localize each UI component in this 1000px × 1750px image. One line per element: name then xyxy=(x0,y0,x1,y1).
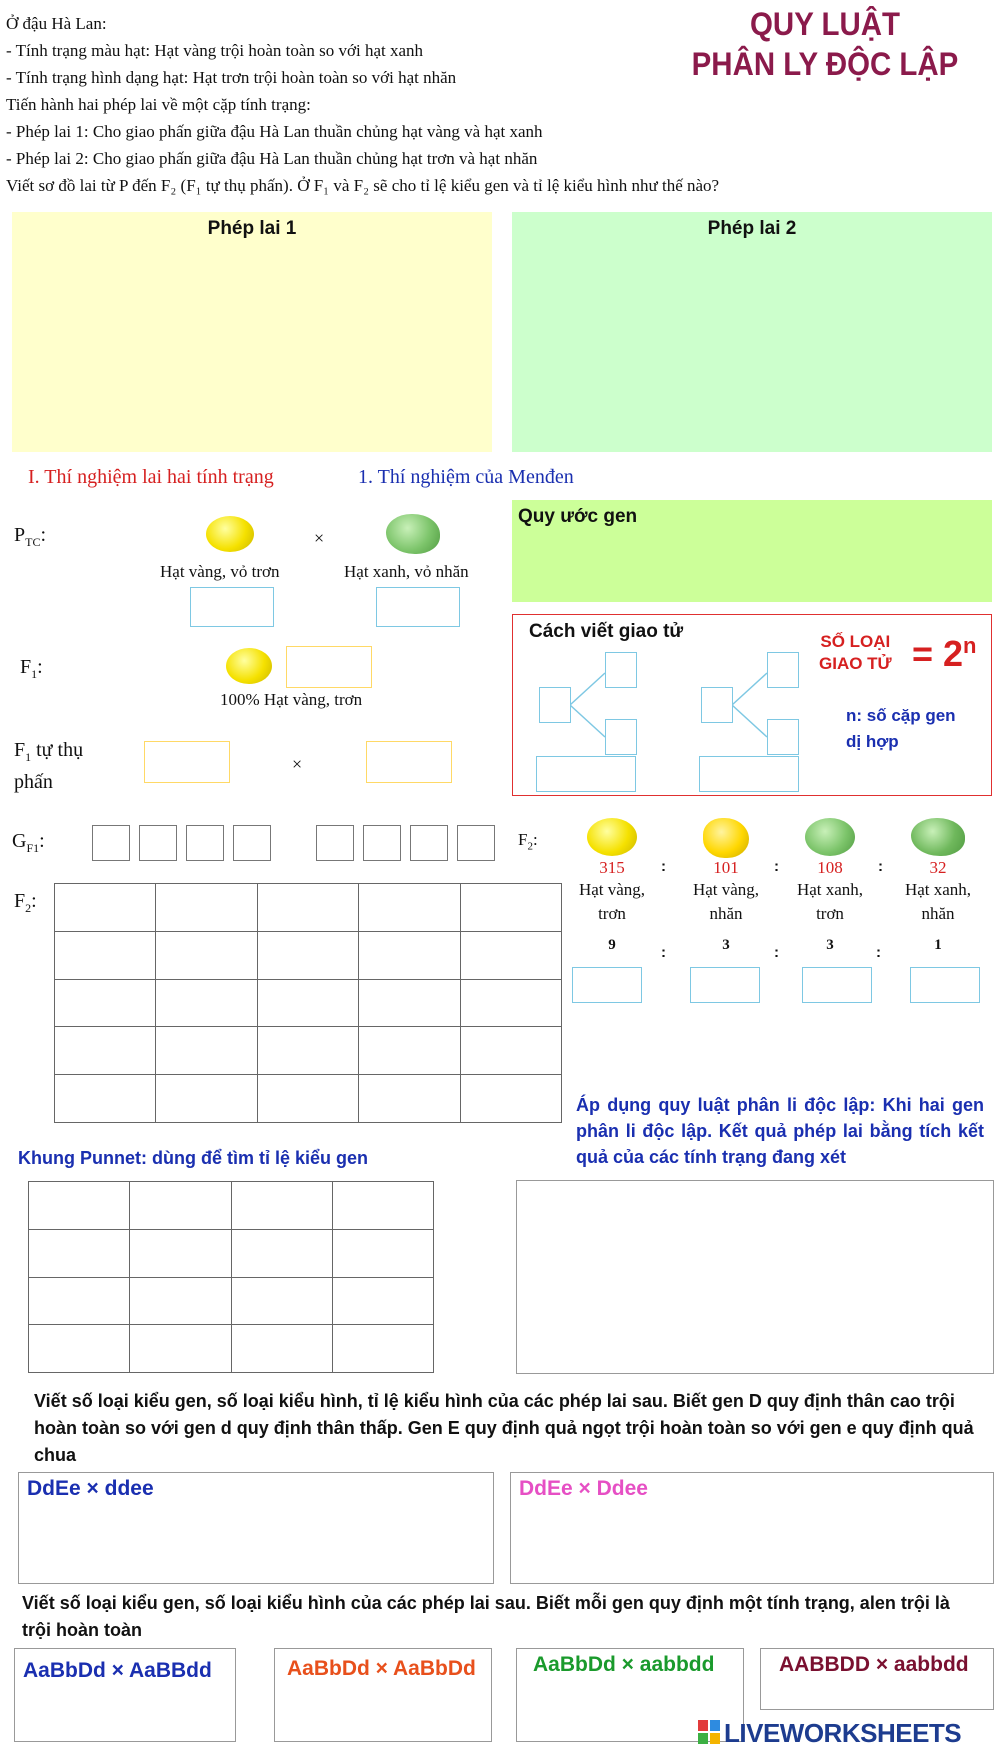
parent-2-genotype-input[interactable] xyxy=(376,587,460,627)
exercise-2-cross-a-box[interactable] xyxy=(14,1648,236,1742)
exercise-2-cross-d: AABBDD × aabbdd xyxy=(779,1653,969,1676)
logo-icon xyxy=(698,1720,720,1744)
gamete-formula-text: = 2 xyxy=(912,633,964,674)
ptc-label: $P_{TC}$: xyxy=(14,524,47,549)
phenotype-column xyxy=(780,818,880,954)
f1-parent-2-input[interactable] xyxy=(366,741,452,783)
f2-results-label-sub: 2 xyxy=(527,840,533,853)
gf1-label-sub: F1 xyxy=(26,841,40,855)
punnett-grid[interactable] xyxy=(28,1181,434,1373)
exercise-2-cross-a: AaBbDd × AaBBdd xyxy=(23,1659,212,1682)
ptc-label-text: P xyxy=(14,524,26,546)
f1-parent-1-input[interactable] xyxy=(144,741,230,783)
phenotype-column xyxy=(676,818,776,954)
table-row xyxy=(55,931,562,979)
grid-cell[interactable] xyxy=(156,979,257,1027)
table-row xyxy=(29,1229,434,1277)
phenotype-name: Hạt xanh, xyxy=(796,880,864,899)
cross-1-label: Phép lai 1 xyxy=(207,218,297,239)
phenotype-name: Hạt vàng, xyxy=(692,880,760,899)
gamete-note-line-1: n: số cặp gen xyxy=(846,706,956,725)
table-row xyxy=(55,1027,562,1075)
phenotype-genotype-input[interactable] xyxy=(690,967,760,1003)
f2-label-text: F xyxy=(14,890,26,912)
grid-cell[interactable] xyxy=(332,1182,433,1230)
grid-cell[interactable] xyxy=(130,1229,231,1277)
phenotype-column xyxy=(888,818,988,954)
liveworksheets-logo xyxy=(698,1718,998,1748)
grid-cell[interactable] xyxy=(460,931,561,979)
grid-cell[interactable] xyxy=(231,1229,332,1277)
grid-cell[interactable] xyxy=(130,1277,231,1325)
cross-2-panel[interactable] xyxy=(512,212,992,452)
f2-punnett-grid[interactable] xyxy=(54,883,562,1123)
phenotype-ratio: 9 xyxy=(608,937,616,953)
grid-cell[interactable] xyxy=(130,1182,231,1230)
gamete-input[interactable] xyxy=(233,825,271,861)
exercise-2-cross-b: AaBbDd × AaBbDd xyxy=(287,1657,476,1680)
phenotype-genotype-input[interactable] xyxy=(802,967,872,1003)
parent-1-genotype-input[interactable] xyxy=(190,587,274,627)
grid-cell[interactable] xyxy=(257,1075,358,1123)
phenotype-ratio: 3 xyxy=(826,937,834,953)
gamete-note-line-2: dị hợp xyxy=(846,732,899,751)
intro-line: - Phép lai 2: Cho giao phấn giữa đậu Hà Lan thuần chủng hạt trơn và hạt nhăn xyxy=(6,149,538,168)
phenotype-column xyxy=(562,818,662,954)
gf1-label: $G_{F1}$: xyxy=(12,830,45,855)
apply-rule-answer-box[interactable] xyxy=(516,1180,994,1374)
phenotype-ratio: 1 xyxy=(934,937,942,953)
punnett-label: Khung Punnet: dùng để tìm tỉ lệ kiểu gen xyxy=(18,1148,368,1168)
title-line-2: PHÂN LY ĐỘC LẬP xyxy=(691,46,959,82)
gamete-input[interactable] xyxy=(92,825,130,861)
grid-cell[interactable] xyxy=(231,1182,332,1230)
gamete-branch-input[interactable] xyxy=(767,719,799,755)
parent-2-label: Hạt xanh, vỏ nhăn xyxy=(344,562,469,581)
exercise-1-cross-a: DdEe × ddee xyxy=(27,1477,154,1500)
section-heading: I. Thí nghiệm lai hai tính trạng xyxy=(28,466,274,488)
f1-result-label: 100% Hạt vàng, trơn xyxy=(220,690,363,709)
title-line-1: QUY LUẬT xyxy=(750,6,900,42)
ratio-separator: : xyxy=(661,858,666,875)
phenotype-name: Hạt vàng, xyxy=(578,880,646,899)
green-wrinkled-seed-icon xyxy=(911,818,965,856)
grid-cell[interactable] xyxy=(332,1325,433,1373)
intro-line: - Phép lai 1: Cho giao phấn giữa đậu Hà Lan thuần chủng hạt vàng và hạt xanh xyxy=(6,122,543,141)
intro-line: Viết sơ đồ lai từ P đến F₂ (F₁ tự thụ phấn). Ở F₁ và F₂ sẽ cho tỉ lệ kiểu gen và tỉ lệ kiểu hình như thế nào? xyxy=(6,176,720,195)
parent-1-label: Hạt vàng, vỏ trơn xyxy=(160,562,280,581)
f1-self-text: F xyxy=(14,739,26,761)
phenotype-name: Hạt xanh, xyxy=(904,880,972,899)
gamete-count-line-1: SỐ LOẠI xyxy=(820,632,891,651)
grid-cell[interactable] xyxy=(55,1027,156,1075)
gamete-input[interactable] xyxy=(139,825,177,861)
grid-cell[interactable] xyxy=(332,1277,433,1325)
f2-results-label: $F_2$: xyxy=(518,830,538,853)
phenotype-name: trơn xyxy=(598,904,626,923)
grid-cell[interactable] xyxy=(29,1229,130,1277)
yellow-wrinkled-seed-icon xyxy=(703,818,749,858)
grid-cell[interactable] xyxy=(359,1027,460,1075)
grid-cell[interactable] xyxy=(29,1325,130,1373)
f1-label-text: F xyxy=(20,656,32,678)
phenotype-count: 108 xyxy=(817,858,843,877)
gamete-parent-input[interactable] xyxy=(539,687,571,723)
gamete-result-input[interactable] xyxy=(536,756,636,792)
cross-symbol: × xyxy=(314,528,325,548)
ratio-separator: : xyxy=(774,944,779,961)
table-row xyxy=(55,979,562,1027)
grid-cell[interactable] xyxy=(257,884,358,932)
intro-line: Ở đậu Hà Lan: xyxy=(6,14,107,33)
ratio-separator: : xyxy=(876,944,881,961)
green-smooth-seed-icon xyxy=(805,818,855,856)
table-row xyxy=(55,1075,562,1123)
grid-cell[interactable] xyxy=(460,1027,561,1075)
phenotype-count: 315 xyxy=(599,858,625,877)
intro-line: - Tính trạng hình dạng hạt: Hạt trơn trội hoàn toàn so với hạt nhăn xyxy=(6,68,457,87)
intro-line: - Tính trạng màu hạt: Hạt vàng trội hoàn toàn so với hạt xanh xyxy=(6,41,424,60)
phenotype-name: nhăn xyxy=(709,904,743,923)
grid-cell[interactable] xyxy=(332,1229,433,1277)
exercise-1-cross-a-box[interactable] xyxy=(18,1472,494,1584)
table-row xyxy=(29,1182,434,1230)
table-row xyxy=(55,884,562,932)
gamete-result-input[interactable] xyxy=(699,756,799,792)
phenotype-genotype-input[interactable] xyxy=(910,967,980,1003)
apply-rule-text: Áp dụng quy luật phân li độc lập: Khi hai gen phân li độc lập. Kết quả phép lai bằng tích kết quả của các tính trạng đang xét xyxy=(576,1095,984,1167)
gamete-label: Cách viết giao tử xyxy=(529,621,684,642)
gamete-count-line-2: GIAO TỬ xyxy=(819,654,892,673)
grid-cell[interactable] xyxy=(55,931,156,979)
yellow-smooth-seed-icon xyxy=(587,818,637,856)
exercise-2-prompt: Viết số loại kiểu gen, số loại kiểu hình của các phép lai sau. Biết mỗi gen quy định một tính trạng, alen trội là trội hoàn toàn xyxy=(22,1593,950,1640)
exercise-2-cross-d-box[interactable] xyxy=(760,1648,994,1710)
f2-label: $F_2$: xyxy=(14,890,37,915)
grid-cell[interactable] xyxy=(156,1075,257,1123)
gamete-branch-input[interactable] xyxy=(605,652,637,688)
gamete-branch-input[interactable] xyxy=(767,652,799,688)
grid-cell[interactable] xyxy=(359,884,460,932)
grid-cell[interactable] xyxy=(156,931,257,979)
green-wrinkled-seed-icon xyxy=(386,514,440,554)
grid-cell[interactable] xyxy=(29,1182,130,1230)
gamete-note xyxy=(846,703,956,755)
grid-cell[interactable] xyxy=(460,979,561,1027)
grid-cell[interactable] xyxy=(257,979,358,1027)
page-title xyxy=(655,4,995,84)
gene-convention-label: Quy ước gen xyxy=(518,506,638,527)
f1-self-label xyxy=(14,738,83,795)
table-row xyxy=(29,1277,434,1325)
ratio-separator: : xyxy=(878,858,883,875)
cross-symbol: × xyxy=(292,754,303,774)
ratio-separator: : xyxy=(661,944,666,961)
grid-cell[interactable] xyxy=(130,1325,231,1373)
intro-line: Tiến hành hai phép lai về một cặp tính trạng: xyxy=(6,95,311,114)
grid-cell[interactable] xyxy=(359,931,460,979)
exercise-1-cross-b: DdEe × Ddee xyxy=(519,1477,648,1500)
gamete-formula xyxy=(912,633,977,675)
grid-cell[interactable] xyxy=(359,979,460,1027)
f1-label-sub: 1 xyxy=(31,667,38,681)
exercise-1-cross-b-box[interactable] xyxy=(510,1472,994,1584)
table-row xyxy=(29,1325,434,1373)
grid-cell[interactable] xyxy=(55,884,156,932)
gamete-panel xyxy=(512,614,992,796)
gamete-input[interactable] xyxy=(410,825,448,861)
phenotype-name: nhăn xyxy=(921,904,955,923)
phenotype-count: 32 xyxy=(929,858,947,877)
grid-cell[interactable] xyxy=(359,1075,460,1123)
grid-cell[interactable] xyxy=(29,1277,130,1325)
phenotype-count: 101 xyxy=(713,858,739,877)
phenotype-genotype-input[interactable] xyxy=(572,967,642,1003)
gene-convention-panel[interactable] xyxy=(512,500,992,602)
grid-cell[interactable] xyxy=(55,979,156,1027)
phenotype-ratio: 3 xyxy=(722,937,730,953)
gamete-input[interactable] xyxy=(316,825,354,861)
gamete-count-label xyxy=(819,631,892,675)
gamete-input[interactable] xyxy=(363,825,401,861)
grid-cell[interactable] xyxy=(156,884,257,932)
section-subheading: 1. Thí nghiệm của Menđen xyxy=(358,466,574,488)
f2-results-label-text: F xyxy=(518,830,528,849)
gf1-label-text: G xyxy=(12,830,27,852)
grid-cell[interactable] xyxy=(55,1075,156,1123)
exercise-1-prompt: Viết số loại kiểu gen, số loại kiểu hình, tỉ lệ kiểu hình của các phép lai sau. Biết gen D quy định thân cao trội hoàn toàn so với gen d quy định thân thấp. Gen E quy định quả ngọt trội hoàn toàn so với gen e quy định quả chua xyxy=(34,1391,974,1465)
phenotype-name: trơn xyxy=(816,904,844,923)
f1-self-sub: 1 xyxy=(25,750,32,764)
yellow-smooth-seed-icon xyxy=(226,648,272,684)
grid-cell[interactable] xyxy=(156,1027,257,1075)
grid-cell[interactable] xyxy=(231,1325,332,1373)
ratio-separator: : xyxy=(774,858,779,875)
grid-cell[interactable] xyxy=(257,931,358,979)
yellow-smooth-seed-icon xyxy=(206,516,254,552)
ptc-label-sub: TC xyxy=(25,535,41,549)
grid-cell[interactable] xyxy=(460,1075,561,1123)
gamete-branch-input[interactable] xyxy=(605,719,637,755)
grid-cell[interactable] xyxy=(257,1027,358,1075)
gamete-formula-exponent: n xyxy=(963,633,977,658)
cross-2-label: Phép lai 2 xyxy=(707,218,797,239)
f1-genotype-input[interactable] xyxy=(286,646,372,688)
exercise-2-cross-b-box[interactable] xyxy=(274,1648,492,1742)
grid-cell[interactable] xyxy=(460,884,561,932)
gamete-input[interactable] xyxy=(186,825,224,861)
exercise-2-cross-c: AaBbDd × aabbdd xyxy=(533,1653,715,1676)
grid-cell[interactable] xyxy=(231,1277,332,1325)
gamete-input[interactable] xyxy=(457,825,495,861)
f1-label: $F_1$: xyxy=(20,656,43,681)
f2-label-sub: 2 xyxy=(25,901,32,915)
gamete-parent-input[interactable] xyxy=(701,687,733,723)
f1-self-text-c: phấn xyxy=(14,771,53,793)
cross-1-panel[interactable] xyxy=(12,212,492,452)
watermark-text: LIVEWORKSHEETS xyxy=(724,1718,962,1748)
f1-self-text-b: tự thụ xyxy=(31,739,84,761)
